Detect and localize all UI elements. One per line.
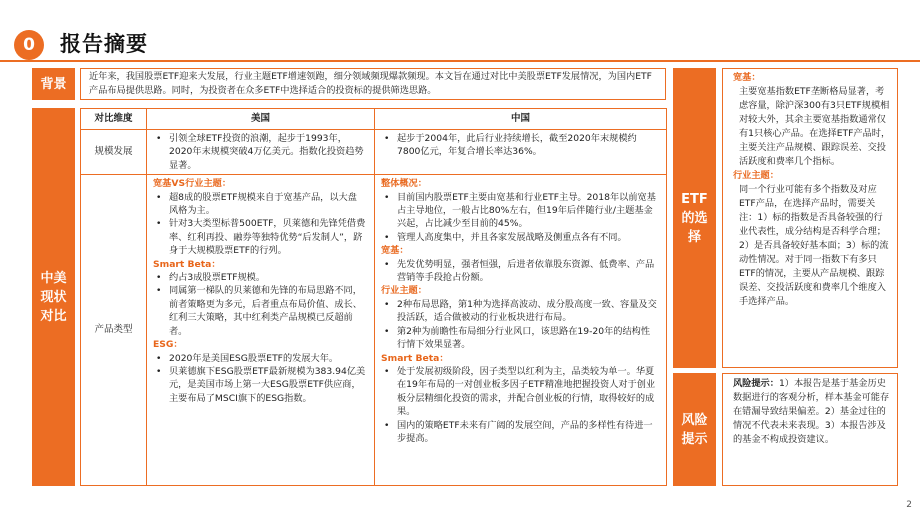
list-item: • 目前国内股票ETF主要由宽基和行业ETF主导。2018年以前宽基占主导地位，一般占比80%左右，但19年后伴随行业/主题基金兴起，占比减少至目前的45%。 xyxy=(381,191,658,231)
table-row xyxy=(81,130,667,175)
us-cell xyxy=(147,130,375,175)
section-subtitle: 宽基VS行业主题： xyxy=(153,178,232,190)
list-item: • 国内的策略ETF未来有广阔的发展空间，产品的多样性有待进一步提高。 xyxy=(381,419,658,446)
risk-label-text: 风险 提示 xyxy=(681,412,708,447)
section-number-badge: 0 xyxy=(14,30,44,60)
header-us: 美国 xyxy=(147,109,375,130)
row-dimension: 产品类型 xyxy=(81,175,147,486)
cn-cell xyxy=(375,130,667,175)
page-title: 报告摘要 xyxy=(60,32,148,56)
list-item: • 引领全球ETF投资的浪潮，起步于1993年，2020年末规模突破4万亿美元。指数化投资趋势显著。 xyxy=(153,132,366,172)
risk-label xyxy=(673,373,716,486)
section-subtitle: Smart Beta： xyxy=(381,352,449,364)
bullet-list xyxy=(381,365,658,445)
risk-text: 1）本报告是基于基金历史数据进行的客观分析，样本基金可能存在错漏导致结果偏差。2）基金过往的情况不代表未来表现。3）本报告涉及的基金不构成投资建议。 xyxy=(733,378,890,445)
section-subtitle: 整体概况： xyxy=(381,178,427,190)
sector-text: 同一个行业可能有多个指数及对应ETF产品，在选择产品时，需要关注：1）标的指数是否具备较强的行业代表性，成分结构是否科学合理；2）是否具备较好基本面；3）标的流动性情况。对于同一指数下有多只ETF的情况，主要从产品规模、跟踪误差、交投活跃度和费率几个维度入手选择产品。 xyxy=(739,184,889,307)
list-item: • 贝莱德旗下ESG股票ETF最新规模为383.94亿美元，是美国市场上第一大ESG股票ETF供应商，主要布局了MSCI旗下的ESG指数。 xyxy=(153,365,366,405)
broad-title: 宽基： xyxy=(733,72,761,83)
table-row xyxy=(81,175,667,486)
section-subtitle: 行业主题： xyxy=(381,285,427,297)
list-item: • 第2种为前瞻性布局细分行业风口，该思路在19-20年的结构性行情下效果显著。 xyxy=(381,325,658,352)
comparison-label xyxy=(32,108,75,486)
list-item: • 超8成的股票ETF规模来自于宽基产品，以大盘风格为主。 xyxy=(153,191,366,218)
list-item: • 约占3成股票ETF规模。 xyxy=(153,271,366,284)
etf-choice-box xyxy=(722,68,898,368)
bullet-list xyxy=(153,191,366,258)
list-item: • 先发优势明显，强者恒强，后进者依靠股东资源、低费率、产品营销等手段抢占份额。 xyxy=(381,258,658,285)
bullet-list xyxy=(153,352,366,406)
section-subtitle: Smart Beta： xyxy=(153,258,221,270)
page-number: 2 xyxy=(906,500,912,510)
comparison-label-text: 中美 现状 对比 xyxy=(40,270,67,324)
list-item: • 起步于2004年，此后行业持续增长，截至2020年末规模约7800亿元，年复合增长率达36%。 xyxy=(381,132,658,159)
header-dimension: 对比维度 xyxy=(81,109,147,130)
list-item: • 2020年是美国ESG股票ETF的发展大年。 xyxy=(153,352,366,365)
sector-title: 行业主题： xyxy=(733,170,779,181)
section-subtitle: ESG： xyxy=(153,339,183,351)
cn-cell xyxy=(375,175,667,486)
header-cn: 中国 xyxy=(375,109,667,130)
section-subtitle: 宽基： xyxy=(381,245,409,257)
bullet-list xyxy=(381,298,658,352)
list-item: • 针对3大类型标普500ETF，贝莱德和先锋凭借费率、红利再投、融券等独特优势“后发制人”，跻身于大规模股票ETF的行列。 xyxy=(153,217,366,257)
us-cell xyxy=(147,175,375,486)
background-label: 背景 xyxy=(32,68,75,100)
comparison-table xyxy=(80,108,667,486)
bullet-list xyxy=(381,191,658,245)
etf-choice-label xyxy=(673,68,716,368)
bullet-list xyxy=(381,132,658,159)
risk-box xyxy=(722,373,898,486)
background-text: 近年来，我国股票ETF迎来大发展，行业主题ETF增速领跑，细分领域频现爆款频现。本文旨在通过对比中美股票ETF发展情况，为国内ETF产品布局提供思路。同时，为投资者在众多ETF中选择适合的投资标的提供筛选思路。 xyxy=(80,68,666,100)
title-divider xyxy=(0,60,920,62)
list-item: • 2种布局思路，第1种为选择高波动、成分股高度一致、容量及交投活跃，适合做被动的行业板块进行布局。 xyxy=(381,298,658,325)
risk-title: 风险提示： xyxy=(733,378,779,389)
table-header-row xyxy=(81,109,667,130)
list-item: • 管理人高度集中，并且各家发展战略及侧重点各有不同。 xyxy=(381,231,658,244)
row-dimension: 规模发展 xyxy=(81,130,147,175)
list-item: • 同属第一梯队的贝莱德和先锋的布局思路不同，前者策略更为多元，后者重点布局价值、成长、红利三大策略，其中红利类产品规模已反超前者。 xyxy=(153,284,366,338)
list-item: • 处于发展初级阶段，因子类型以红利为主，品类较为单一。华夏在19年布局的一对创业板多因子ETF精准地把握投资人对于创业板分层精细化投资的需求，并配合创业板的行情，取得较好的成果。 xyxy=(381,365,658,419)
broad-text: 主要宽基指数ETF垄断格局显著，考虑容量，除沪深300有3只ETF规模相对较大外，其余主要宽基指数通常仅有1只核心产品。在选择ETF产品时，主要关注产品规模、跟踪误差、交投活跃度和费率几个指标。 xyxy=(739,86,891,167)
bullet-list xyxy=(381,258,658,285)
etf-choice-label-text: ETF 的选 择 xyxy=(681,191,708,245)
bullet-list xyxy=(153,271,366,338)
bullet-list xyxy=(153,132,366,172)
